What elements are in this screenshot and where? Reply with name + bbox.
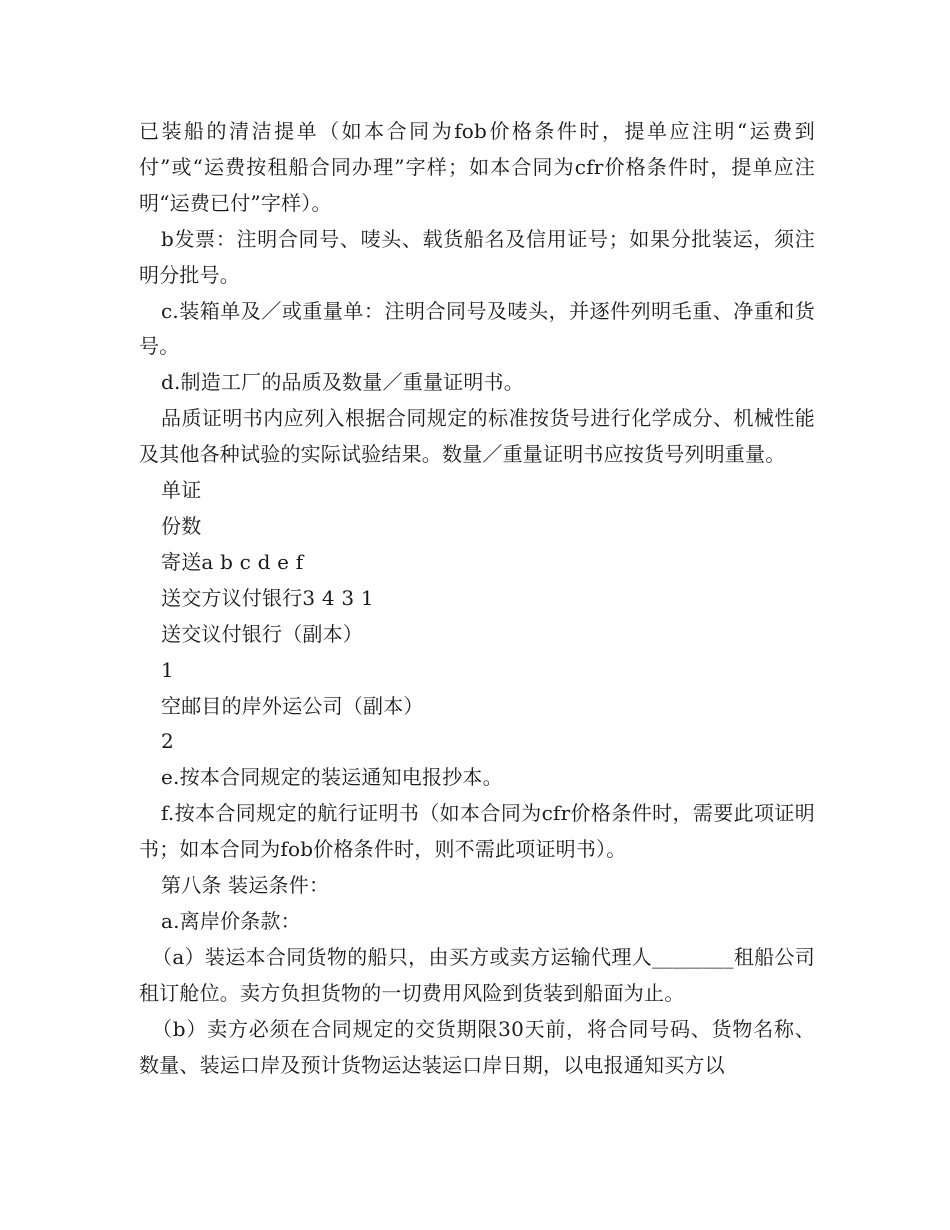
paragraph-bill-of-lading: 已装船的清洁提单（如本合同为fob价格条件时，提单应注明“运费到付”或“运费按租船合同办理”字样；如本合同为cfr价格条件时，提单应注明“运费已付”字样）。 xyxy=(139,119,815,215)
line-copies: 份数 xyxy=(161,513,202,538)
paragraph-clause-a: （a）装运本合同货物的船只，由买方或卖方运输代理人________租船公司租订舱位。卖方负担货物的一切费用风险到货装到船面为止。 xyxy=(139,944,815,1005)
line-number-1: 1 xyxy=(161,657,174,682)
paragraph-clause-b: （b）卖方必须在合同规定的交货期限30天前，将合同号码、货物名称、数量、装运口岸及预计货物运达装运口岸日期，以电报通知买方以 xyxy=(139,1016,815,1077)
line-send: 寄送a b c d e f xyxy=(161,549,304,574)
paragraph-shipping-advice: e.按本合同规定的装运通知电报抄本。 xyxy=(161,765,503,790)
document-body xyxy=(139,114,815,1083)
paragraph-invoice: b发票：注明合同号、唛头、载货船名及信用证号；如果分批装运，须注明分批号。 xyxy=(139,226,815,287)
line-airmail-shipping-company: 空邮目的岸外运公司（副本） xyxy=(161,693,424,718)
heading-fob-terms: a.离岸价条款： xyxy=(161,908,301,933)
line-negotiating-bank: 送交方议付银行3 4 3 1 xyxy=(161,585,374,610)
heading-article-8: 第八条 装运条件： xyxy=(161,873,330,898)
paragraph-navigation-certificate: f.按本合同规定的航行证明书（如本合同为cfr价格条件时，需要此项证明书；如本合同为fob价格条件时，则不需此项证明书）。 xyxy=(139,801,815,862)
paragraph-certificate: d.制造工厂的品质及数量／重量证明书。 xyxy=(161,370,524,395)
paragraph-packing-list: c.装箱单及／或重量单：注明合同号及唛头，并逐件列明毛重、净重和货号。 xyxy=(139,298,815,359)
line-negotiating-bank-copy: 送交议付银行（副本） xyxy=(161,621,363,646)
paragraph-quality-certificate: 品质证明书内应列入根据合同规定的标准按货号进行化学成分、机械性能及其他各种试验的实际试验结果。数量／重量证明书应按货号列明重量。 xyxy=(139,406,815,467)
line-documents: 单证 xyxy=(161,478,202,503)
line-number-2: 2 xyxy=(161,729,174,754)
